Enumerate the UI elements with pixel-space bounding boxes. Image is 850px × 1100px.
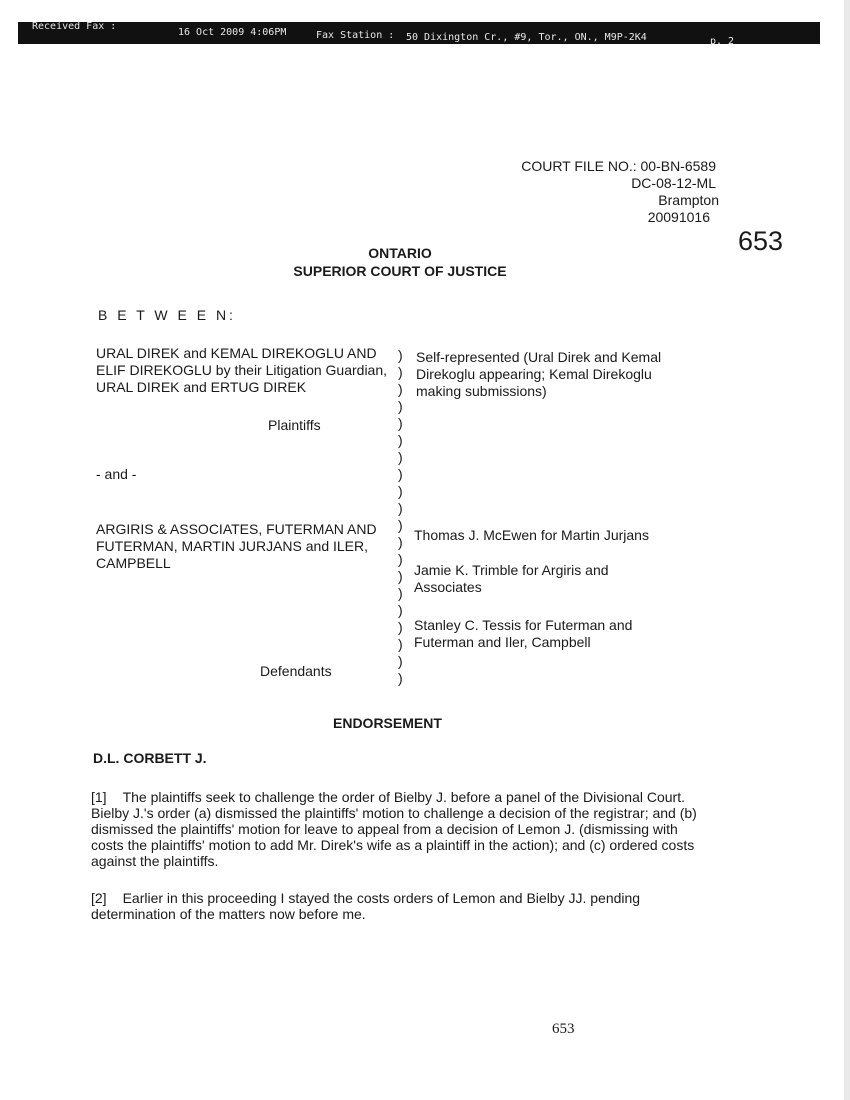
footer-page-number: 653 bbox=[552, 1021, 575, 1037]
plaintiffs-names: URAL DIREK and KEMAL DIREKOGLU AND ELIF DIREKOGLU by their Litigation Guardian, URAL DIREK and ERTUG DIREK bbox=[96, 345, 388, 395]
paragraph-number: [1] bbox=[91, 789, 107, 805]
endorsement-title: ENDORSEMENT bbox=[333, 715, 442, 731]
parenthesis-column: ) ) ) ) ) ) ) ) ) ) ) ) ) ) ) ) ) ) ) ) bbox=[398, 347, 403, 686]
counsel-argiris: Jamie K. Trimble for Argiris and Associates bbox=[414, 562, 609, 595]
court-province: ONTARIO bbox=[368, 245, 432, 261]
court-heading bbox=[270, 244, 530, 280]
fax-date: 16 Oct 2009 4:06PM bbox=[178, 27, 287, 38]
scan-edge bbox=[844, 0, 850, 1100]
fax-station-address: 50 Dixington Cr., #9, Tor., ON., M9P-2K4 bbox=[406, 32, 647, 43]
court-file-info bbox=[521, 158, 719, 226]
dc-number: DC-08-12-ML bbox=[631, 175, 716, 191]
between-label: B E T W E E N: bbox=[98, 307, 236, 323]
paragraph-2 bbox=[91, 890, 701, 922]
defendants-label: Defendants bbox=[260, 663, 332, 679]
and-separator: - and - bbox=[96, 466, 137, 482]
fax-header-bar bbox=[18, 21, 820, 47]
paragraph-number: [2] bbox=[91, 890, 107, 906]
paragraph-1 bbox=[91, 789, 701, 869]
file-date: 20091016 bbox=[647, 209, 710, 225]
court-file-number: COURT FILE NO.: 00-BN-6589 bbox=[521, 158, 716, 174]
fax-page-number: p. 2 bbox=[710, 36, 735, 47]
paragraph-text: Earlier in this proceeding I stayed the costs orders of Lemon and Bielby JJ. pending determination of the matters now before me. bbox=[91, 890, 641, 922]
stamp-number: 653 bbox=[738, 226, 784, 256]
court-location: Brampton bbox=[658, 192, 719, 208]
court-name: SUPERIOR COURT OF JUSTICE bbox=[293, 263, 507, 279]
judge-name: D.L. CORBETT J. bbox=[93, 750, 207, 766]
fax-received-label: Received Fax : bbox=[32, 21, 117, 32]
counsel-futerman: Stanley C. Tessis for Futerman and Futerman and Iler, Campbell bbox=[414, 617, 633, 650]
plaintiffs-label: Plaintiffs bbox=[268, 417, 321, 433]
counsel-jurjans: Thomas J. McEwen for Martin Jurjans bbox=[414, 527, 649, 543]
fax-station-label: Fax Station : bbox=[316, 30, 395, 41]
paragraph-text: The plaintiffs seek to challenge the order of Bielby J. before a panel of the Divisional Court. Bielby J.'s order (a) dismissed the plaintiffs' motion to challenge a decision of the registrar; and (b) dismissed the plaintiffs' motion for leave to appeal from a decision of Lemon J. (dismissing with costs the plaintiffs' motion to add Mr. Direk's wife as a plaintiff in the action); and (c) ordered costs against the plaintiffs. bbox=[91, 789, 697, 869]
counsel-plaintiffs: Self-represented (Ural Direk and Kemal Direkoglu appearing; Kemal Direkoglu making submissions) bbox=[416, 349, 662, 399]
defendants-names: ARGIRIS & ASSOCIATES, FUTERMAN AND FUTERMAN, MARTIN JURJANS and ILER, CAMPBELL bbox=[96, 521, 377, 571]
